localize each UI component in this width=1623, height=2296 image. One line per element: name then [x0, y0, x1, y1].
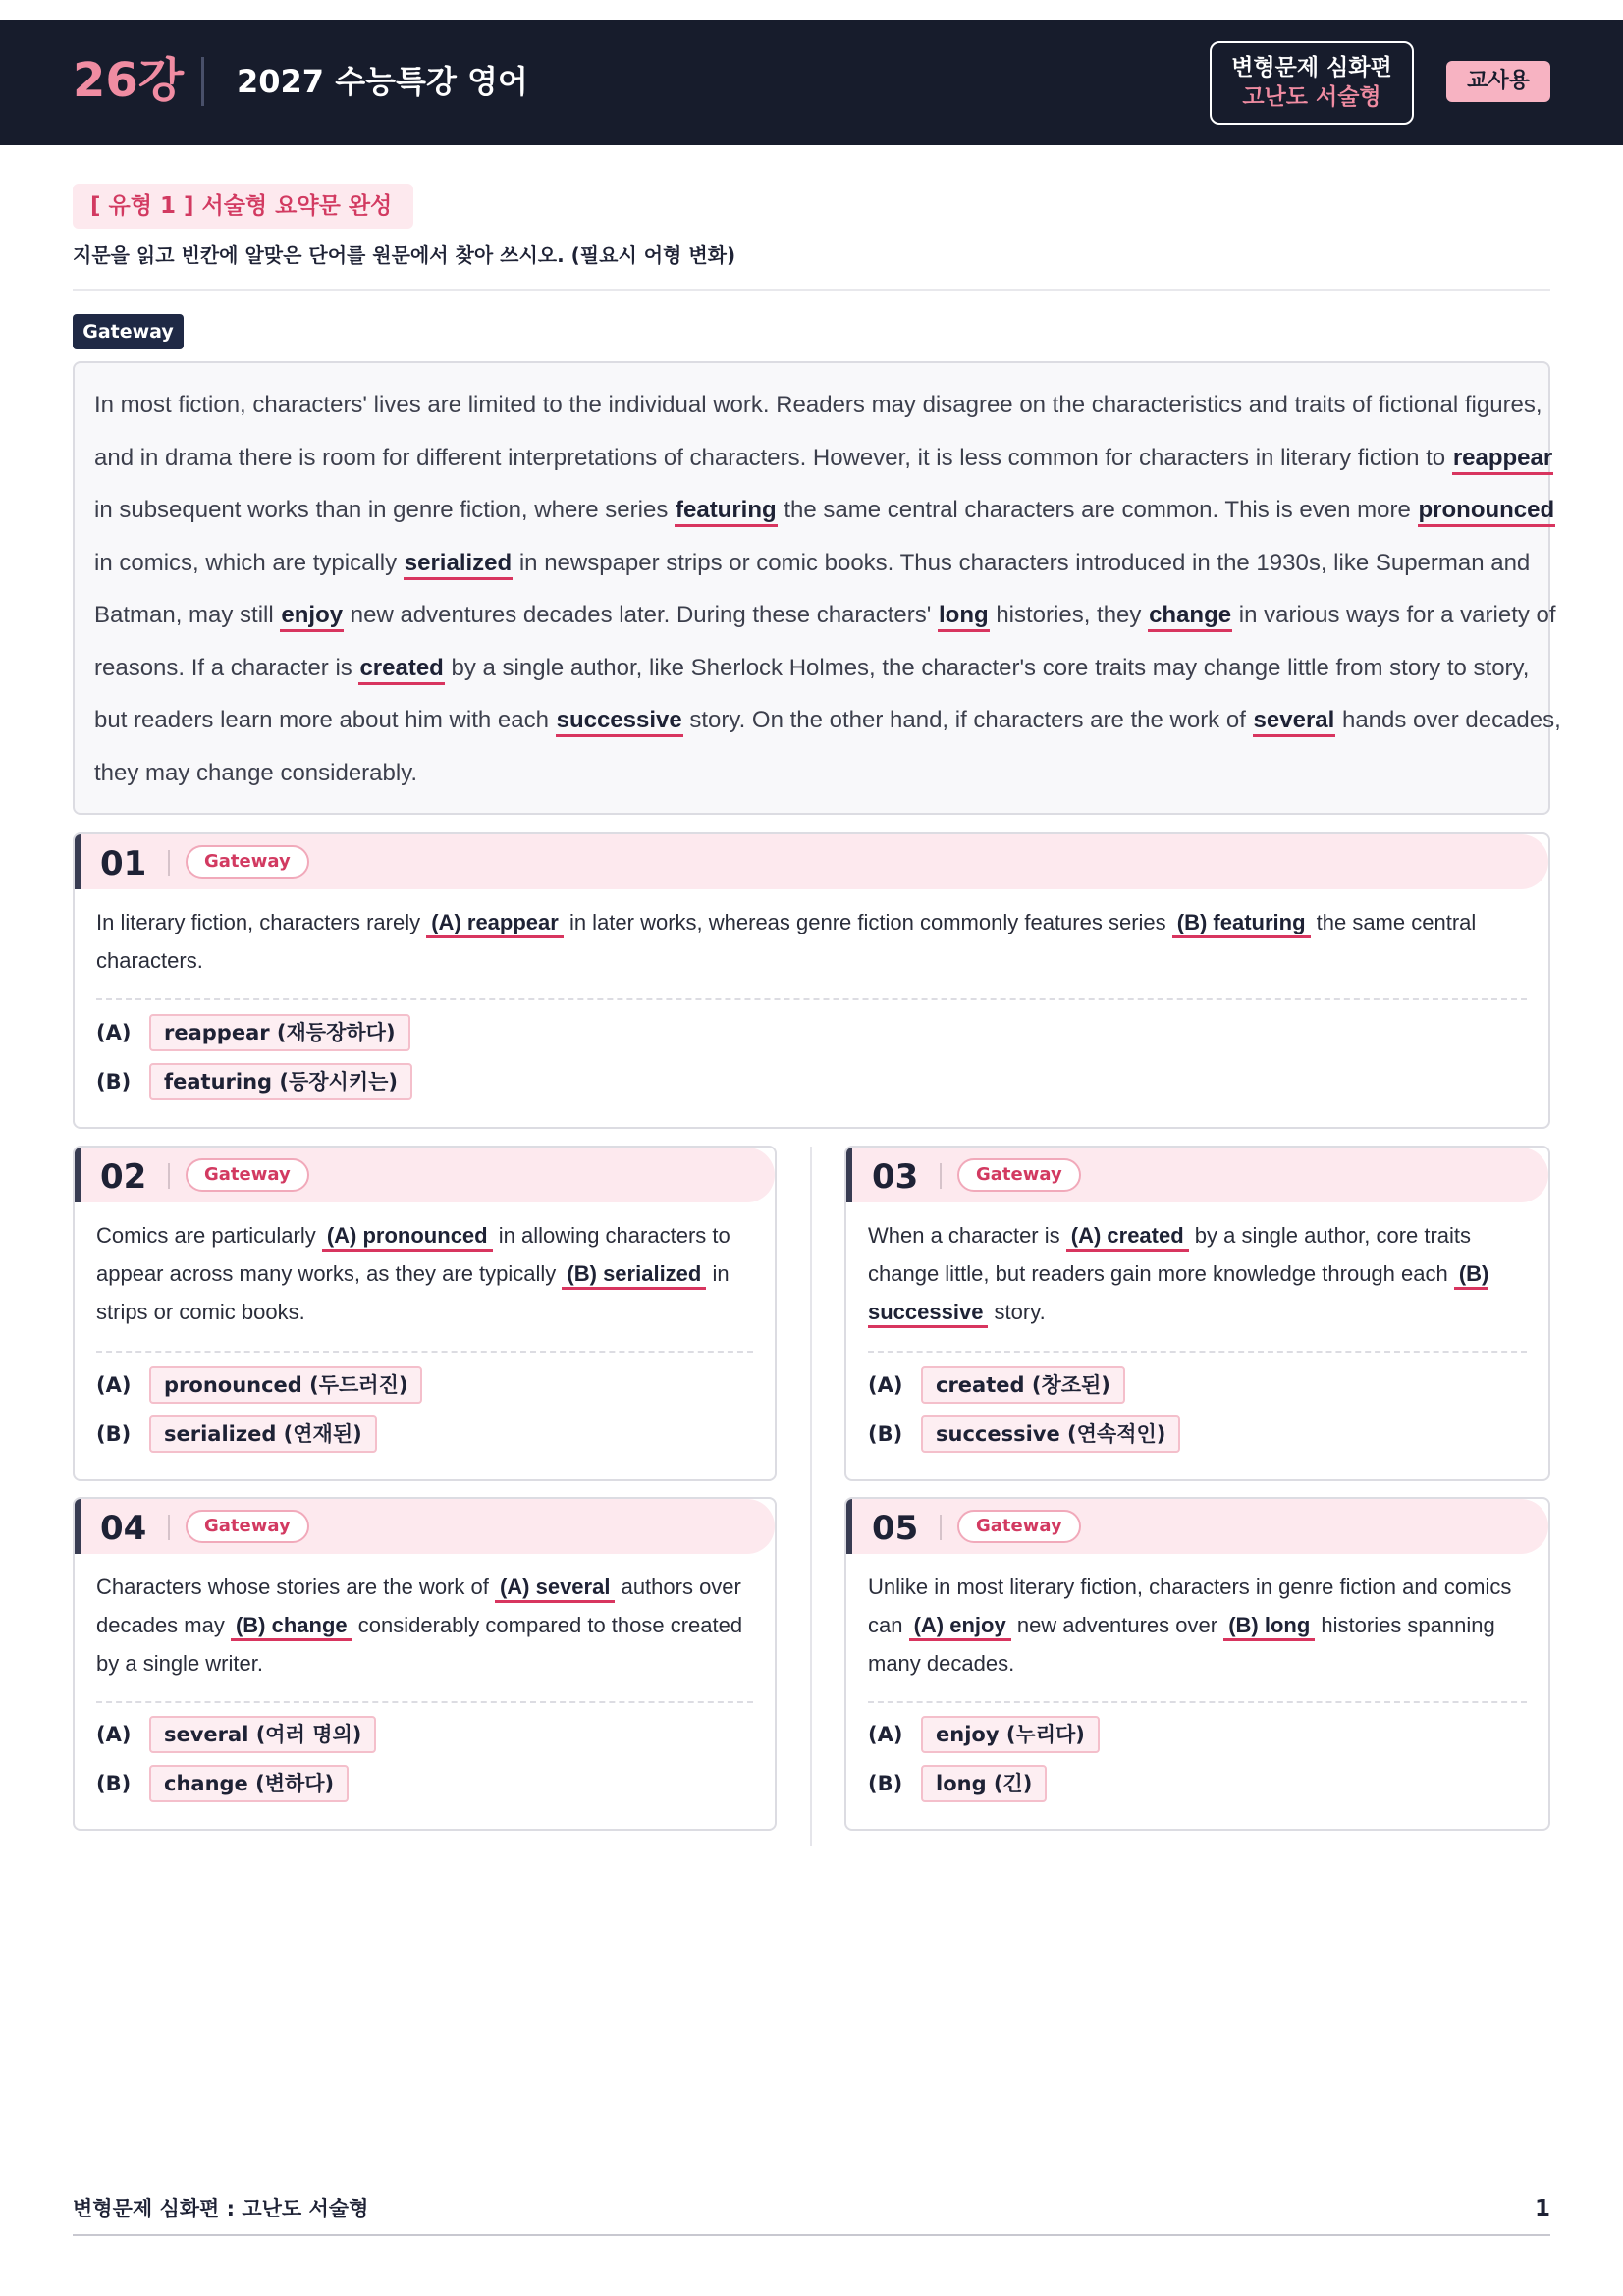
passage-text-run: reasons. If a character is	[94, 654, 359, 681]
answer-b-value: successive (연속적인)	[921, 1415, 1180, 1453]
answer-a-value: enjoy (누리다)	[921, 1716, 1100, 1753]
passage-text-run: histories, they	[989, 602, 1149, 628]
question-text	[868, 1568, 1527, 1682]
question-card-05	[844, 1497, 1550, 1831]
question-number: 04	[100, 1509, 147, 1548]
footer-divider	[73, 2234, 1550, 2236]
answer-a-value: reappear (재등장하다)	[149, 1014, 410, 1051]
passage-text-run: the same central characters are common. This is even more	[777, 497, 1418, 523]
question-source-tag: Gateway	[957, 1510, 1081, 1543]
column-divider	[810, 1147, 812, 1846]
answer-b-value: change (변하다)	[149, 1765, 349, 1802]
answer-a-label: (A)	[868, 1723, 903, 1746]
answer-divider	[868, 1351, 1527, 1353]
question-blank: (B) featuring	[1172, 910, 1311, 938]
answer-b-label: (B)	[868, 1772, 903, 1795]
question-text-run: In literary fiction, characters rarely	[96, 910, 427, 934]
page-number: 1	[1534, 2196, 1550, 2221]
page-header	[0, 20, 1623, 145]
answer-divider	[96, 998, 1527, 1000]
course-title: 2027 수능특강 영어	[237, 63, 528, 100]
question-text	[96, 903, 1527, 980]
passage-text-run: by a single author, like Sherlock Holmes, the character's core traits may change little from story to story,	[444, 654, 1530, 681]
lesson-number: 26강	[73, 53, 185, 108]
question-number: 03	[872, 1157, 919, 1197]
question-source-tag: Gateway	[957, 1158, 1081, 1192]
passage-text-run: story. On the other hand, if characters are the work of	[682, 707, 1253, 733]
passage-keyword: successive	[556, 707, 683, 737]
passage-keyword: change	[1148, 602, 1232, 632]
question-text-run: in strips or comic books.	[96, 1261, 730, 1324]
passage-keyword: several	[1253, 707, 1336, 737]
question-text-run: the same central characters.	[96, 910, 1477, 973]
question-blank: (B) long	[1223, 1613, 1315, 1641]
question-source-tag: Gateway	[186, 1158, 309, 1192]
card-header-divider	[940, 1515, 942, 1540]
question-blank: (A) pronounced	[322, 1223, 493, 1252]
question-blank: (A) enjoy	[909, 1613, 1011, 1641]
question-blank: (B) change	[231, 1613, 352, 1641]
question-text-run: by a single author, core traits change little, but readers gain more knowledge through each	[868, 1223, 1472, 1286]
passage-keyword: long	[938, 602, 990, 632]
edition-line-2: 고난도 서술형	[1242, 84, 1381, 110]
question-text-run: authors over decades may	[96, 1575, 741, 1637]
footer-title: 변형문제 심화편 : 고난도 서술형	[73, 2197, 369, 2220]
answer-b-label: (B)	[96, 1422, 132, 1446]
question-blank: (A) created	[1066, 1223, 1189, 1252]
edition-box	[1210, 41, 1414, 125]
answer-b-value: featuring (등장시키는)	[149, 1063, 412, 1100]
answer-b-value: long (긴)	[921, 1765, 1047, 1802]
header-divider	[201, 57, 204, 106]
question-blank: (B) successive	[868, 1261, 1488, 1328]
question-card-01	[73, 832, 1550, 1129]
passage-text-run: Batman, may still	[94, 602, 281, 628]
passage-text-run: they may change considerably.	[94, 759, 418, 786]
passage-text-run: in newspaper strips or comic books. Thus characters introduced in the 1930s, like Superman and	[513, 549, 1531, 576]
answer-a-label: (A)	[96, 1021, 132, 1044]
passage-text-run: In most fiction, characters' lives are limited to the individual work. Readers may disagree on the characteristics and traits of fictional figures,	[94, 392, 1542, 418]
question-number: 05	[872, 1509, 919, 1548]
question-text-run: new adventures over	[1010, 1613, 1224, 1637]
answer-a-value: created (창조된)	[921, 1366, 1125, 1404]
question-blank: (A) reappear	[426, 910, 564, 938]
question-text-run: story.	[988, 1300, 1046, 1324]
passage-keyword: pronounced	[1418, 497, 1556, 527]
question-source-tag: Gateway	[186, 845, 309, 879]
passage-box	[73, 361, 1561, 815]
question-card-04	[73, 1497, 777, 1831]
answer-b-label: (B)	[96, 1772, 132, 1795]
teacher-badge: 교사용	[1446, 61, 1550, 102]
question-number: 01	[100, 844, 147, 883]
passage-keyword: enjoy	[280, 602, 344, 632]
answer-a-label: (A)	[96, 1373, 132, 1397]
answer-divider	[96, 1701, 753, 1703]
answer-a-label: (A)	[868, 1373, 903, 1397]
passage-text-run: in comics, which are typically	[94, 549, 404, 576]
question-text-run: considerably compared to those created by a single writer.	[96, 1613, 743, 1676]
card-header-divider	[168, 1515, 170, 1540]
passage-keyword: featuring	[675, 497, 778, 527]
edition-line-1: 변형문제 심화편	[1231, 55, 1392, 80]
question-number: 02	[100, 1157, 147, 1197]
question-card-03	[844, 1146, 1550, 1481]
answer-divider	[96, 1351, 753, 1353]
question-text-run: in allowing characters to appear across many works, as they are typically	[96, 1223, 730, 1286]
question-text	[96, 1568, 753, 1682]
answer-b-value: serialized (연재된)	[149, 1415, 377, 1453]
instruction-text: 지문을 읽고 빈칸에 알맞은 단어를 원문에서 찾아 쓰시오. (필요시 어형 변화)	[73, 243, 736, 267]
question-text-run: Unlike in most literary fiction, characters in genre fiction and comics can	[868, 1575, 1512, 1637]
question-text-run: When a character is	[868, 1223, 1066, 1248]
question-text	[96, 1216, 753, 1331]
passage-text-run: in various ways for a variety of	[1232, 602, 1556, 628]
passage-text-run: but readers learn more about him with each	[94, 707, 556, 733]
question-source-tag: Gateway	[186, 1510, 309, 1543]
passage-keyword: serialized	[404, 550, 513, 580]
question-text-run: in later works, whereas genre fiction commonly features series	[563, 910, 1172, 934]
answer-a-label: (A)	[96, 1723, 132, 1746]
answer-a-value: pronounced (두드러진)	[149, 1366, 422, 1404]
question-card-02	[73, 1146, 777, 1481]
question-text-run: histories spanning many decades.	[868, 1613, 1495, 1676]
passage-text-run: in subsequent works than in genre fiction, where series	[94, 497, 675, 523]
section-tag: [ 유형 1 ] 서술형 요약문 완성	[73, 184, 413, 229]
section-divider	[73, 289, 1550, 291]
card-header-divider	[168, 1163, 170, 1189]
passage-keyword: created	[358, 655, 444, 685]
card-header-divider	[940, 1163, 942, 1189]
passage-text-run: and in drama there is room for different interpretations of characters. However, it is less common for characters in literary fiction to	[94, 444, 1452, 471]
question-text-run: Comics are particularly	[96, 1223, 322, 1248]
question-blank: (B) serialized	[562, 1261, 706, 1290]
answer-b-label: (B)	[868, 1422, 903, 1446]
question-text-run: Characters whose stories are the work of	[96, 1575, 495, 1599]
answer-a-value: several (여러 명의)	[149, 1716, 376, 1753]
card-header-divider	[168, 850, 170, 876]
question-text	[868, 1216, 1527, 1331]
answer-b-label: (B)	[96, 1070, 132, 1094]
question-blank: (A) several	[495, 1575, 616, 1603]
passage-keyword: reappear	[1452, 445, 1553, 475]
passage-text-run: new adventures decades later. During these characters'	[344, 602, 938, 628]
answer-divider	[868, 1701, 1527, 1703]
passage-text-run: hands over decades,	[1335, 707, 1561, 733]
passage-source-tag: Gateway	[73, 314, 184, 349]
passage-text	[94, 379, 1561, 799]
